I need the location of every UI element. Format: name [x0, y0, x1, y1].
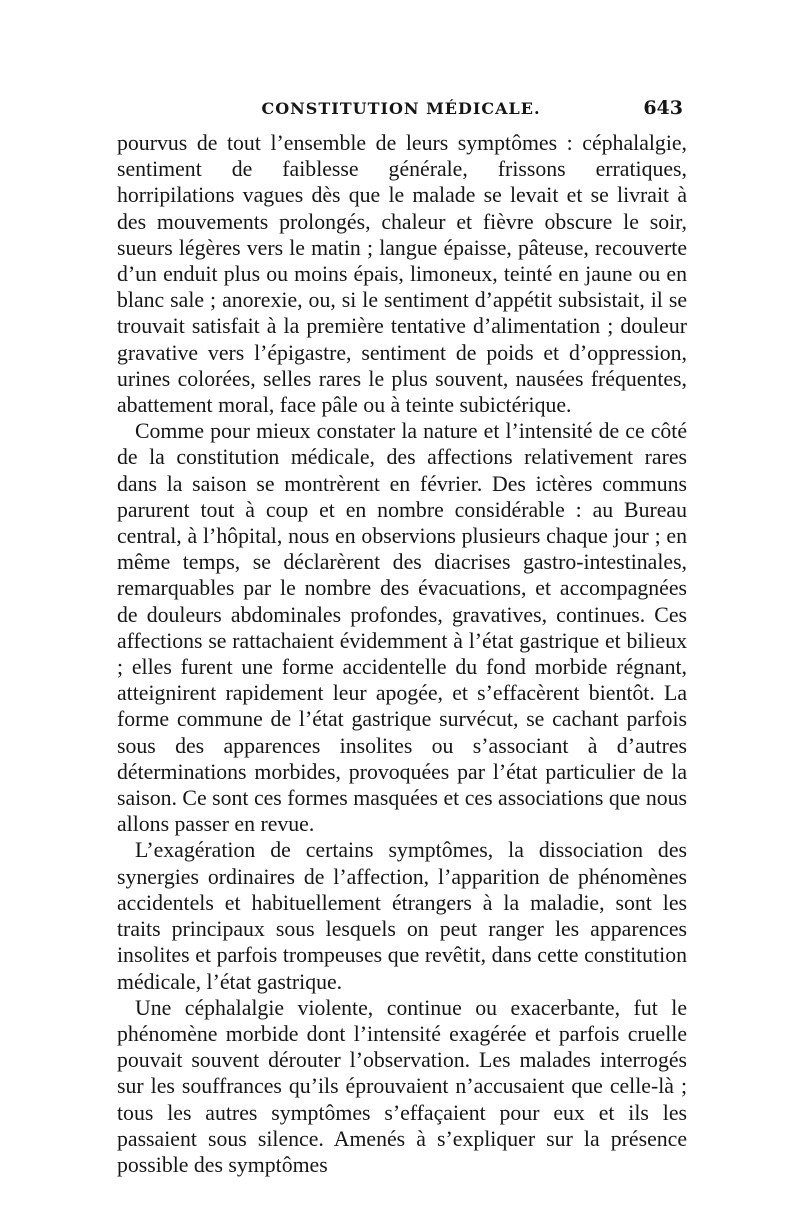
paragraph: Comme pour mieux constater la nature et l’intensité de ce côté de la constitution médicale, des affections relativement rares dans la saison se montrèrent en février. Des ictères communs parurent tout à coup et en nombre considérable : au Bureau central, à l’hôpital, nous en observions plusieurs chaque jour ; en même temps, se déclarèrent des diacrises gastro-intestinales, remarquables par le nombre des évacuations, et accompagnées de douleurs abdominales profondes, gravatives, continues. Ces affections se rattachaient évidemment à l’état gastrique et bilieux ; elles furent une forme accidentelle du fond morbide régnant, atteignirent rapidement leur apogée, et s’effacèrent bientôt. La forme commune de l’état gastrique survécut, se cachant parfois sous des apparences insolites ou s’associant à d’autres déterminations morbides, provoquées par l’état particulier de la saison. Ce sont ces formes masquées et ces associations que nous allons passer en revue.	[117, 419, 687, 837]
paragraph-continued: pourvus de tout l’ensemble de leurs symptômes : céphalalgie, sentiment de faiblesse générale, frissons erratiques, horripilations vagues dès que le malade se levait et se livrait à des mouvements prolongés, chaleur et fièvre obscure le soir, sueurs légères vers le matin ; langue épaisse, pâteuse, recouverte d’un enduit plus ou moins épais, limoneux, teinté en jaune ou en blanc sale ; anorexie, ou, si le sentiment d’appétit subsistait, il se trouvait satisfait à la première tentative d’alimentation ; douleur gravative vers l’épigastre, sentiment de poids et d’oppression, urines colorées, selles rares le plus souvent, nausées fréquentes, abattement moral, face pâle ou à teinte subictérique.	[117, 131, 687, 418]
paragraph: Une céphalalgie violente, continue ou exacerbante, fut le phénomène morbide dont l’intensité exagérée et parfois cruelle pouvait souvent dérouter l’observation. Les malades interrogés sur les souffrances qu’ils éprouvaient n’accusaient que celle-là ; tous les autres symptômes s’effaçaient pour eux et ils les passaient sous silence. Amenés à s’expliquer sur la présence possible des symptômes	[117, 995, 687, 1177]
body-text	[117, 130, 687, 1178]
paragraph: L’exagération de certains symptômes, la dissociation des synergies ordinaires de l’affection, l’apparition de phénomènes accidentels et habituellement étrangers à la maladie, sont les traits principaux sous lesquels on peut ranger les apparences insolites et parfois trompeuses que revêtit, dans cette constitution médicale, l’état gastrique.	[117, 838, 687, 994]
running-head	[117, 97, 685, 127]
running-title: CONSTITUTION MÉDICALE.	[261, 99, 541, 118]
page-number: 643	[643, 97, 683, 119]
